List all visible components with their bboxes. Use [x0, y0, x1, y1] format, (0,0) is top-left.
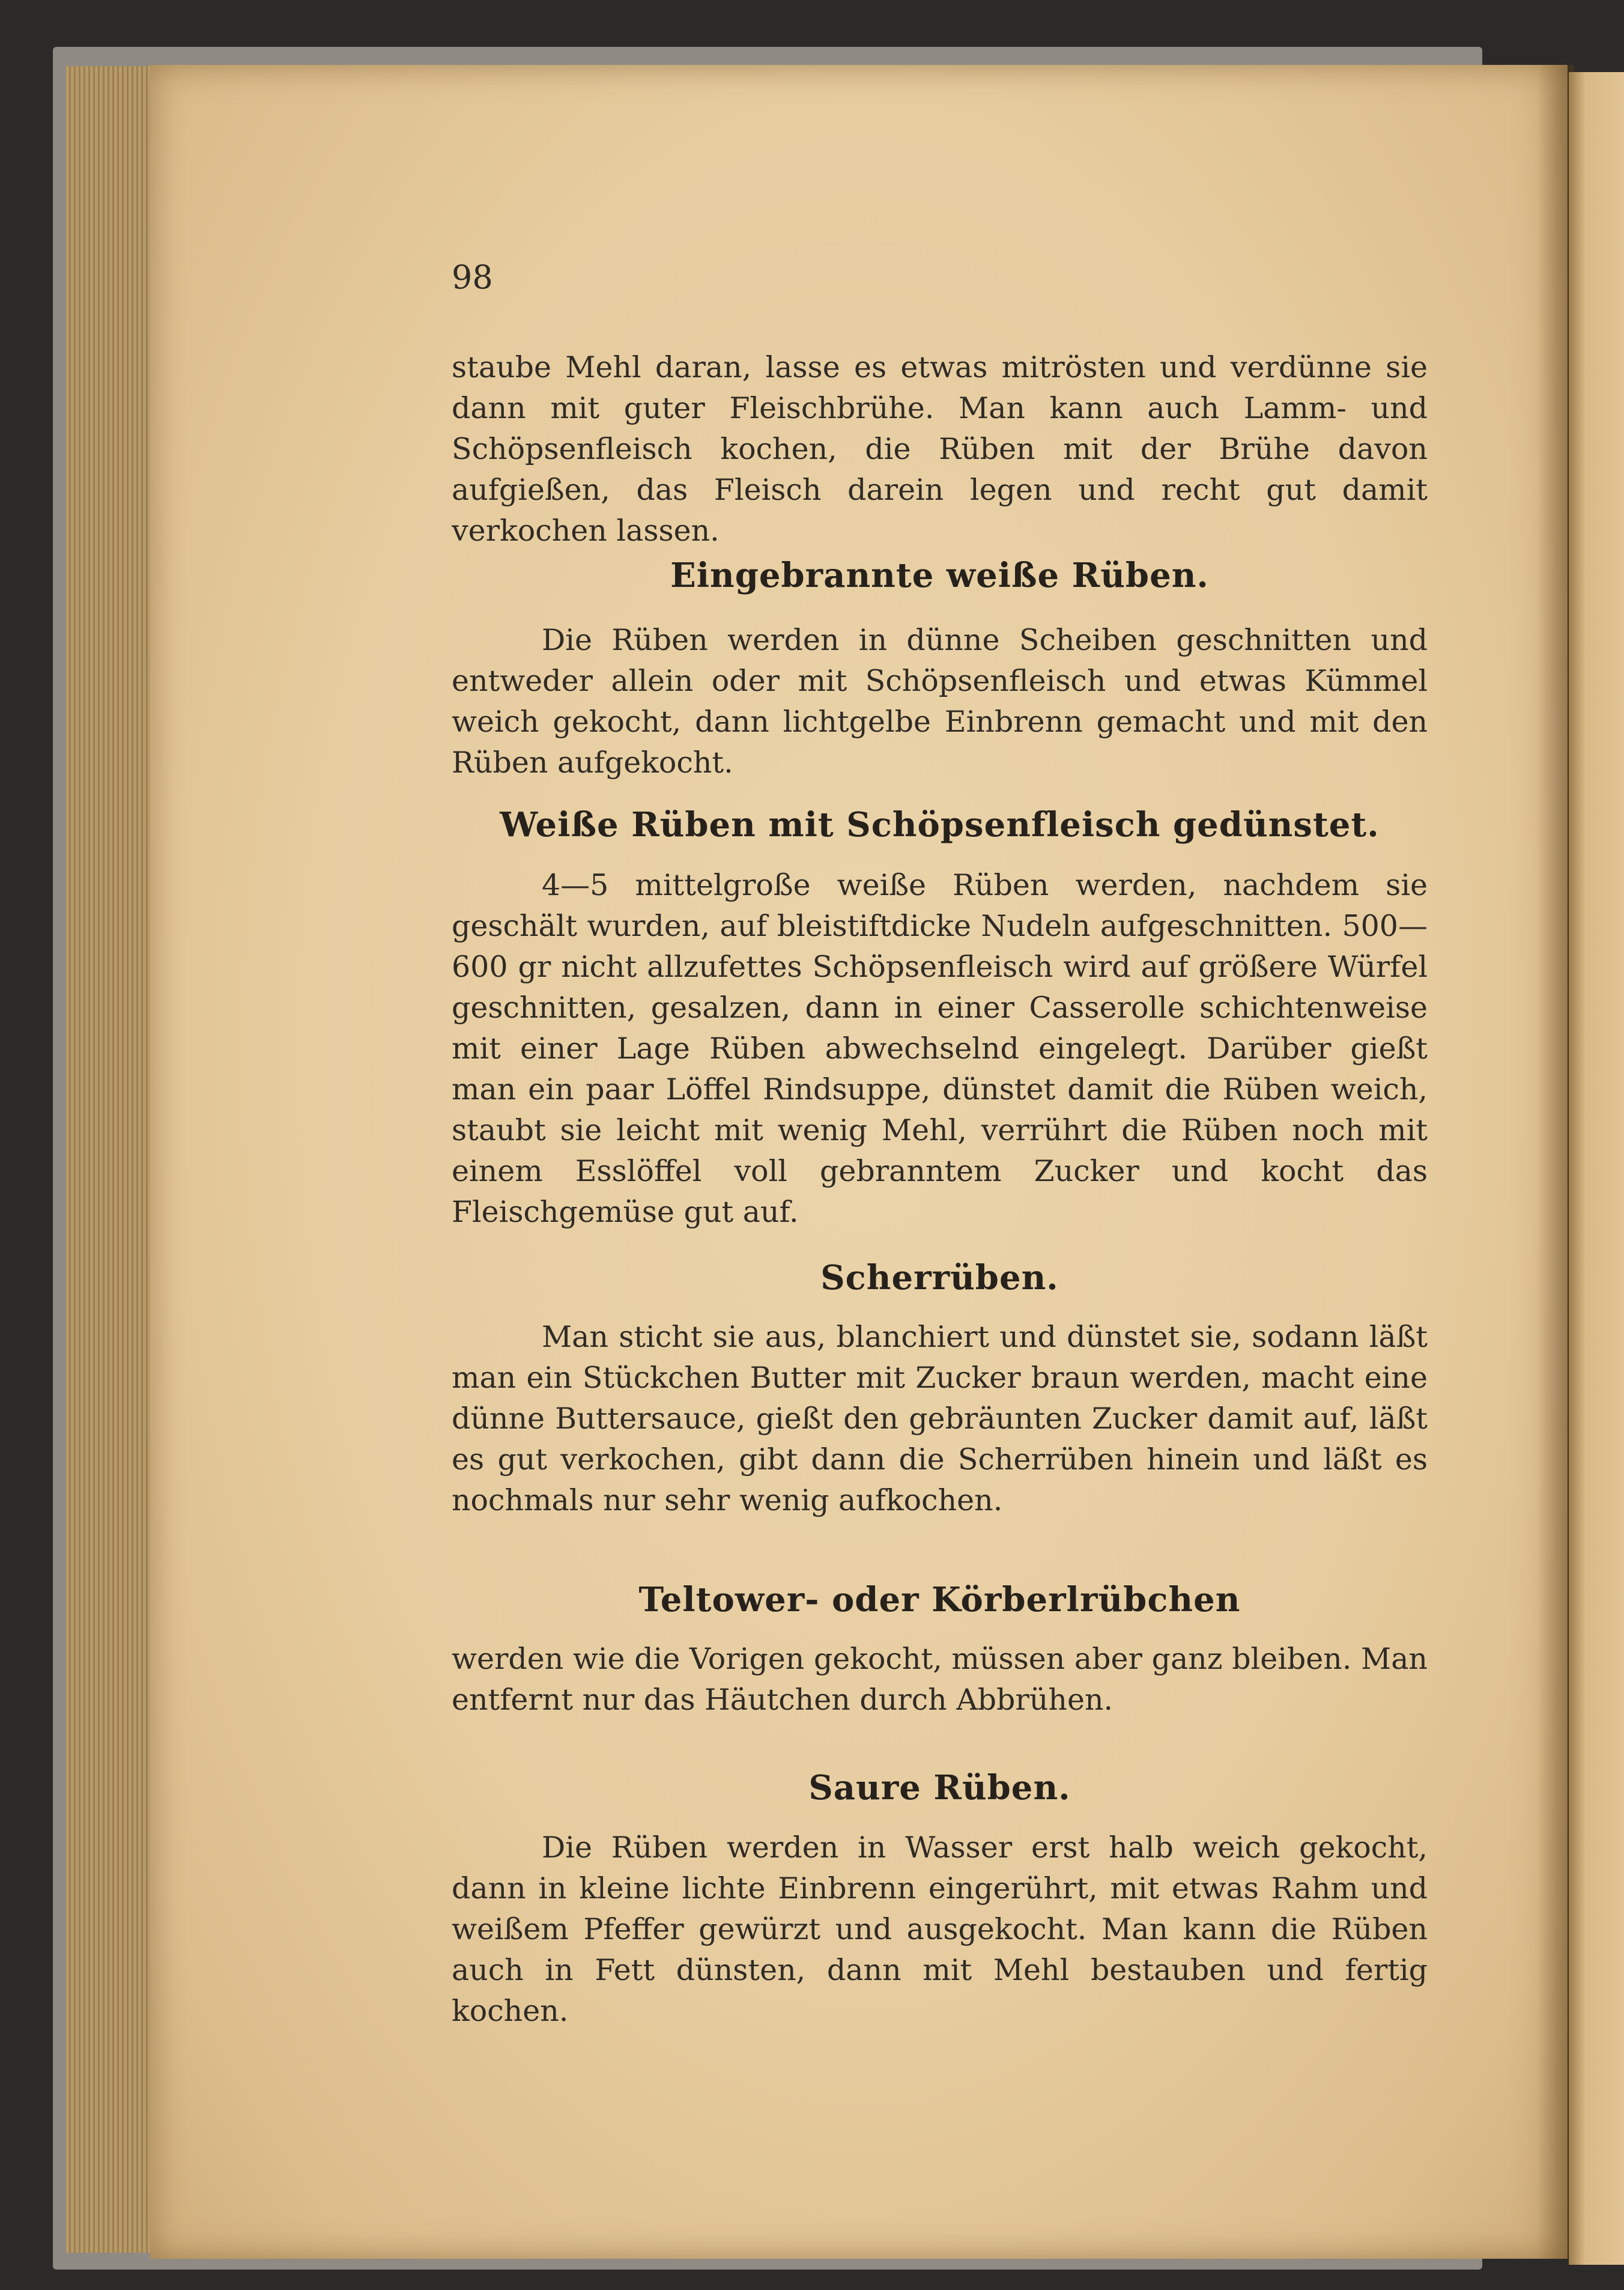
heading-scherrueben: Scherrüben. [820, 1258, 1059, 1298]
heading-eingebrannte: Eingebrannte weiße Rüben. [670, 556, 1209, 595]
intro-paragraph: staube Mehl daran, lasse es etwas mitrösten und verdünne sie dann mit guter Fleischbrühe. Man kann auch Lamm- und Schöpsenfleisch kochen, die Rüben mit der Brühe davon aufgießen, das Fleisch darein legen und recht gut damit verkochen lassen. [452, 350, 1428, 548]
heading-teltower: Teltower- oder Körberlrübchen [638, 1580, 1241, 1620]
facing-page-edge [1569, 72, 1624, 2265]
paragraph-saure-rueben: Die Rüben werden in Wasser erst halb weich gekocht, dann in kleine lichte Einbrenn eingerührt, mit etwas Rahm und weißem Pfeffer gewürzt und ausgekocht. Man kann die Rüben auch in Fett dünsten, dann mit Mehl bestauben und fertig kochen. [452, 1830, 1428, 2028]
paragraph-weisse-rueben: 4—5 mittelgroße weiße Rüben werden, nachdem sie geschält wurden, auf bleistiftdicke Nudeln aufgeschnitten. 500—600 gr nicht allzufettes Schöpsenfleisch wird auf größere Würfel geschnitten, gesalzen, dann in einer Casserolle schichtenweise mit einer Lage Rüben abwechselnd eingelegt. Darüber gießt man ein paar Löffel Rindsuppe, dünstet damit die Rüben weich, staubt sie leicht mit wenig Mehl, verrührt die Rüben noch mit einem Esslöffel voll gebranntem Zucker und kocht das Fleischgemüse gut auf. [452, 868, 1428, 1229]
page-number: 98 [452, 258, 493, 296]
gutter-shadow [1538, 65, 1574, 2259]
paragraph-teltower: werden wie die Vorigen gekocht, müssen aber ganz bleiben. Man entfernt nur das Häutchen durch Abbrühen. [452, 1642, 1428, 1717]
paragraph-scherrueben: Man sticht sie aus, blanchiert und dünstet sie, sodann läßt man ein Stückchen Butter mit Zucker braun werden, macht eine dünne Buttersauce, gießt den gebräunten Zucker damit auf, läßt es gut verkochen, gibt dann die Scherrüben hinein und läßt es nochmals nur sehr wenig aufkochen. [452, 1320, 1428, 1517]
heading-saure-rueben: Saure Rüben. [808, 1768, 1071, 1808]
paragraph-eingebrannte: Die Rüben werden in dünne Scheiben geschnitten und entweder allein oder mit Schöpsenfleisch und etwas Kümmel weich gekocht, dann lichtgelbe Einbrenn gemacht und mit den Rüben aufgekocht. [452, 623, 1428, 780]
heading-weisse-rueben: Weiße Rüben mit Schöpsenfleisch gedünstet. [500, 805, 1380, 845]
